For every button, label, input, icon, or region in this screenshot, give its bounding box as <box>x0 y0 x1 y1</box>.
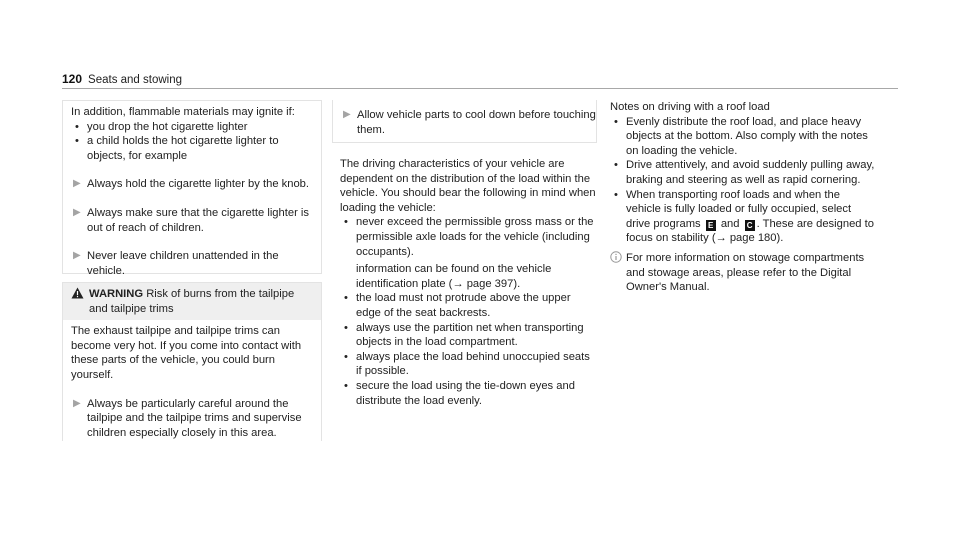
action-step <box>71 177 313 192</box>
column-1 <box>62 100 322 441</box>
loading-bullet-list <box>332 215 597 408</box>
action-arrow-icon: ▶ <box>73 250 81 262</box>
section-heading: Notes on driving with a roof load <box>610 101 770 113</box>
action-text: Always make sure that the cigarette lighter is out of reach of children. <box>87 206 309 234</box>
list-item-subtext: information can be found on the vehicle identification plate (→ page 397). <box>356 263 552 290</box>
warning-body: The exhaust tailpipe and tailpipe trims can become very hot. If you come into contact with these parts of the vehicle, you could burn yourself. <box>71 325 302 381</box>
list-item <box>340 215 597 291</box>
roof-load-bullet-list <box>610 115 875 246</box>
section-title: Seats and stowing <box>88 74 183 86</box>
intro-text: In addition, flammable materials may ignite if: <box>71 106 295 118</box>
info-icon <box>610 251 626 295</box>
cigarette-lighter-box <box>62 100 322 277</box>
header-divider <box>62 88 898 89</box>
page-number: 120 <box>62 72 83 86</box>
list-item: • Drive attentively, and avoid suddenly pulling away, braking and steering as well as rapid cornering. <box>610 158 875 187</box>
list-item-text: never exceed the permissible gross mass or the permissible axle loads for the vehicle (including occupants). <box>356 216 594 258</box>
list-item: • a child holds the hot cigarette lighter to objects, for example <box>71 134 313 163</box>
drive-program-e-icon: E <box>706 220 716 231</box>
action-arrow-icon: ▶ <box>73 178 81 190</box>
list-item: • Evenly distribute the roof load, and place heavy objects at the bottom. Also comply with the notes on loading the vehicle. <box>610 115 875 159</box>
warning-header <box>63 283 321 320</box>
column-3 <box>610 100 875 295</box>
list-item: • always place the load behind unoccupied seats if possible. <box>340 350 597 379</box>
loading-paragraph: The driving characteristics of your vehicle are dependent on the distribution of the load within the vehicle. You should bear the following in mind when loading the vehicle: <box>340 158 596 214</box>
action-text: Always be particularly careful around the tailpipe and the tailpipe trims and supervise children especially closely in this area. <box>87 397 302 439</box>
action-step <box>71 249 313 278</box>
action-arrow-icon: ▶ <box>343 109 351 120</box>
warning-label: WARNING <box>89 288 144 300</box>
list-item: • always use the partition net when transporting objects in the load compartment. <box>340 321 597 350</box>
action-arrow-icon: ▶ <box>73 397 81 409</box>
list-item-text: . These are designed to focus on stability (→ page 180). <box>626 217 874 245</box>
list-item: • secure the load using the tie-down eyes and distribute the load evenly. <box>340 379 597 408</box>
list-item: • you drop the hot cigarette lighter <box>71 120 313 135</box>
action-step <box>71 206 313 235</box>
warning-triangle-icon <box>71 287 89 316</box>
action-text: Never leave children unattended in the vehicle. <box>87 250 279 277</box>
column-2 <box>332 100 597 408</box>
and-text: and <box>720 217 740 230</box>
action-text: Always hold the cigarette lighter by the knob. <box>87 178 310 191</box>
warning-title: Risk of burns from the tailpipe and tailpipe trims <box>89 288 295 315</box>
note-text: For more information on stowage compartments and stowage areas, please refer to the Digital Owner's Manual. <box>626 251 865 294</box>
action-arrow-icon: ▶ <box>73 206 81 218</box>
action-step <box>71 397 313 441</box>
lighter-bullet-list <box>71 120 313 164</box>
action-step <box>333 108 596 137</box>
action-text: Allow vehicle parts to cool down before touching them. <box>357 109 596 136</box>
list-item-text: When transporting roof loads and when the vehicle is fully loaded or fully occupied, select drive programs <box>626 188 852 230</box>
warning-box <box>62 282 322 441</box>
info-note <box>610 251 875 295</box>
list-item: • the load must not protrude above the upper edge of the seat backrests. <box>340 291 597 320</box>
drive-program-c-icon: C <box>745 220 755 231</box>
list-item <box>610 188 875 246</box>
cool-down-box <box>332 100 597 143</box>
